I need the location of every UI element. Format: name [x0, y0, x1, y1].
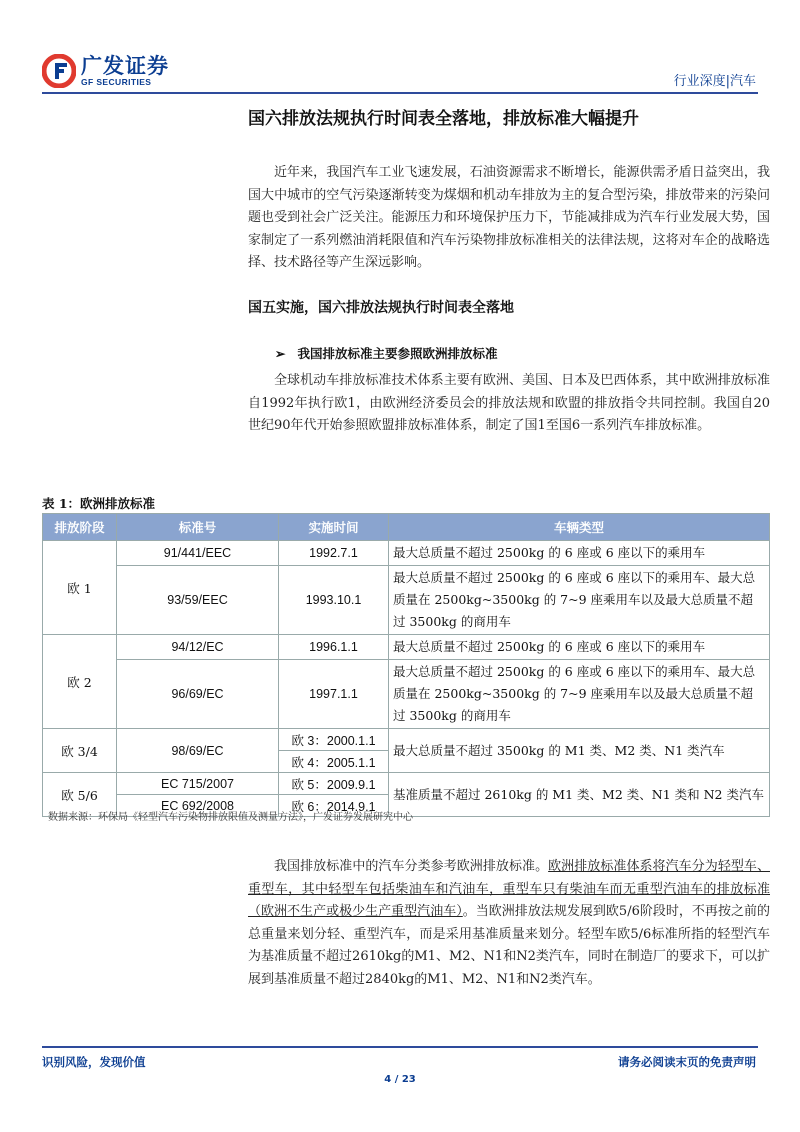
standard-cell: EC 692/2008 — [117, 795, 279, 817]
date-cell: 欧 3：2000.1.1 — [279, 729, 389, 751]
footer-disclaimer: 请务必阅读末页的免责声明 — [618, 1055, 756, 1069]
vehicle-type-cell: 最大总质量不超过 2500kg 的 6 座或 6 座以下的乘用车、最大总质量在 2500kg~3500kg 的 7~9 座乘用车以及最大总质量不超过 3500kg 的商用车 — [389, 660, 770, 729]
header-divider — [42, 92, 758, 94]
table-source-note: 数据来源：环保局《轻型汽车污染物排放限值及测量方法》，广发证券发展研究中心 — [48, 812, 413, 823]
arrow-bullet-icon: ➢ — [275, 346, 286, 361]
page-number: 4 / 23 — [384, 1074, 416, 1085]
company-logo — [42, 54, 169, 88]
header-vehicle-type: 车辆类型 — [389, 514, 770, 541]
vehicle-type-cell: 最大总质量不超过 2500kg 的 6 座或 6 座以下的乘用车 — [389, 541, 770, 566]
intro-paragraph: 近年来，我国汽车工业飞速发展，石油资源需求不断增长，能源供需矛盾日益突出，我国大中城市的空气污染逐渐转变为煤烟和机动车排放为主的复合型污染，排放带来的污染问题也受到社会广泛关注。能源压力和环境保护压力下，节能减排成为汽车行业发展大势，国家制定了一系列燃油消耗限值和汽车污染物排放标准相关的法律法规，这将对车企的战略选择、技术路径等产生深远影响。 — [248, 165, 770, 270]
bullet-text: 我国排放标准主要参照欧洲排放标准 — [297, 346, 498, 361]
standard-cell: 96/69/EC — [117, 660, 279, 729]
stage-cell: 欧 3/4 — [43, 729, 117, 773]
page-title: 国六排放法规执行时间表全落地，排放标准大幅提升 — [248, 109, 639, 129]
standards-paragraph: 全球机动车排放标准技术体系主要有欧洲、美国、日本及巴西体系，其中欧洲排放标准自1992年执行欧1，由欧洲经济委员会的排放法规和欧盟的排放指令共同控制。我国自20世纪90年代开始参照欧盟排放标准体系，制定了国1至国6一系列汽车排放标准。 — [248, 373, 770, 433]
table-row — [43, 541, 770, 566]
date-cell: 1997.1.1 — [279, 660, 389, 729]
emission-standards-table — [42, 513, 770, 817]
bullet-heading — [275, 344, 498, 362]
gf-logo-icon — [42, 54, 76, 88]
header-stage: 排放阶段 — [43, 514, 117, 541]
table-row — [43, 773, 770, 795]
date-cell: 欧 4：2005.1.1 — [279, 751, 389, 773]
para-rest: 。当欧洲排放法规发展到欧5/6阶段时，不再按之前的总重量来划分轻、重型汽车，而是采用基准质量来划分。轻型车欧5/6标准所指的轻型汽车为基准质量不超过2610kg的M1、M2、N1和N2类汽车，同时在制造厂的要求下，可以扩展到基准质量不超过2840kg的M1、M2、N1和N2类汽车。 — [248, 904, 770, 987]
stage-cell: 欧 5/6 — [43, 773, 117, 817]
vehicle-type-cell: 最大总质量不超过 2500kg 的 6 座或 6 座以下的乘用车 — [389, 635, 770, 660]
footer-divider — [42, 1046, 758, 1048]
date-cell: 欧 6：2014.9.1 — [279, 795, 389, 817]
stage-cell: 欧 1 — [43, 541, 117, 635]
logo-text-en: GF SECURITIES — [81, 77, 152, 87]
footer-slogan: 识别风险，发现价值 — [42, 1055, 146, 1069]
classification-paragraph — [248, 856, 770, 991]
standard-cell: 98/69/EC — [117, 729, 279, 773]
vehicle-type-cell: 基准质量不超过 2610kg 的 M1 类、M2 类、N1 类和 N2 类汽车 — [389, 773, 770, 817]
table-row — [43, 635, 770, 660]
standard-cell: EC 715/2007 — [117, 773, 279, 795]
standard-cell: 91/441/EEC — [117, 541, 279, 566]
header-date: 实施时间 — [279, 514, 389, 541]
table-caption: 表 1：欧洲排放标准 — [42, 496, 156, 511]
table-header-row — [43, 514, 770, 541]
para-lead: 我国排放标准中的汽车分类参考欧洲排放标准。 — [274, 859, 549, 874]
standard-cell: 93/59/EEC — [117, 566, 279, 635]
vehicle-type-cell: 最大总质量不超过 2500kg 的 6 座或 6 座以下的乘用车、最大总质量在 2500kg~3500kg 的 7~9 座乘用车以及最大总质量不超过 3500kg 的商用车 — [389, 566, 770, 635]
date-cell: 1992.7.1 — [279, 541, 389, 566]
table-row — [43, 660, 770, 729]
table-row — [43, 729, 770, 751]
vehicle-type-cell: 最大总质量不超过 3500kg 的 M1 类、M2 类、N1 类汽车 — [389, 729, 770, 773]
logo-text-cn: 广发证券 — [81, 54, 169, 78]
date-cell: 1996.1.1 — [279, 635, 389, 660]
para-underlined: 欧洲排放标准体系将汽车分为轻型车、重型车，其中轻型车包括柴油车和汽油车，重型车只有柴油车而无重型汽油车的排放标准（欧洲不生产或极少生产重型汽油车） — [248, 859, 770, 919]
date-cell: 1993.10.1 — [279, 566, 389, 635]
section-title: 国五实施，国六排放法规执行时间表全落地 — [248, 300, 514, 316]
header-standard: 标准号 — [117, 514, 279, 541]
date-cell: 欧 5：2009.9.1 — [279, 773, 389, 795]
stage-cell: 欧 2 — [43, 635, 117, 729]
report-category: 行业深度|汽车 — [673, 74, 756, 89]
standard-cell: 94/12/EC — [117, 635, 279, 660]
table-row — [43, 566, 770, 635]
